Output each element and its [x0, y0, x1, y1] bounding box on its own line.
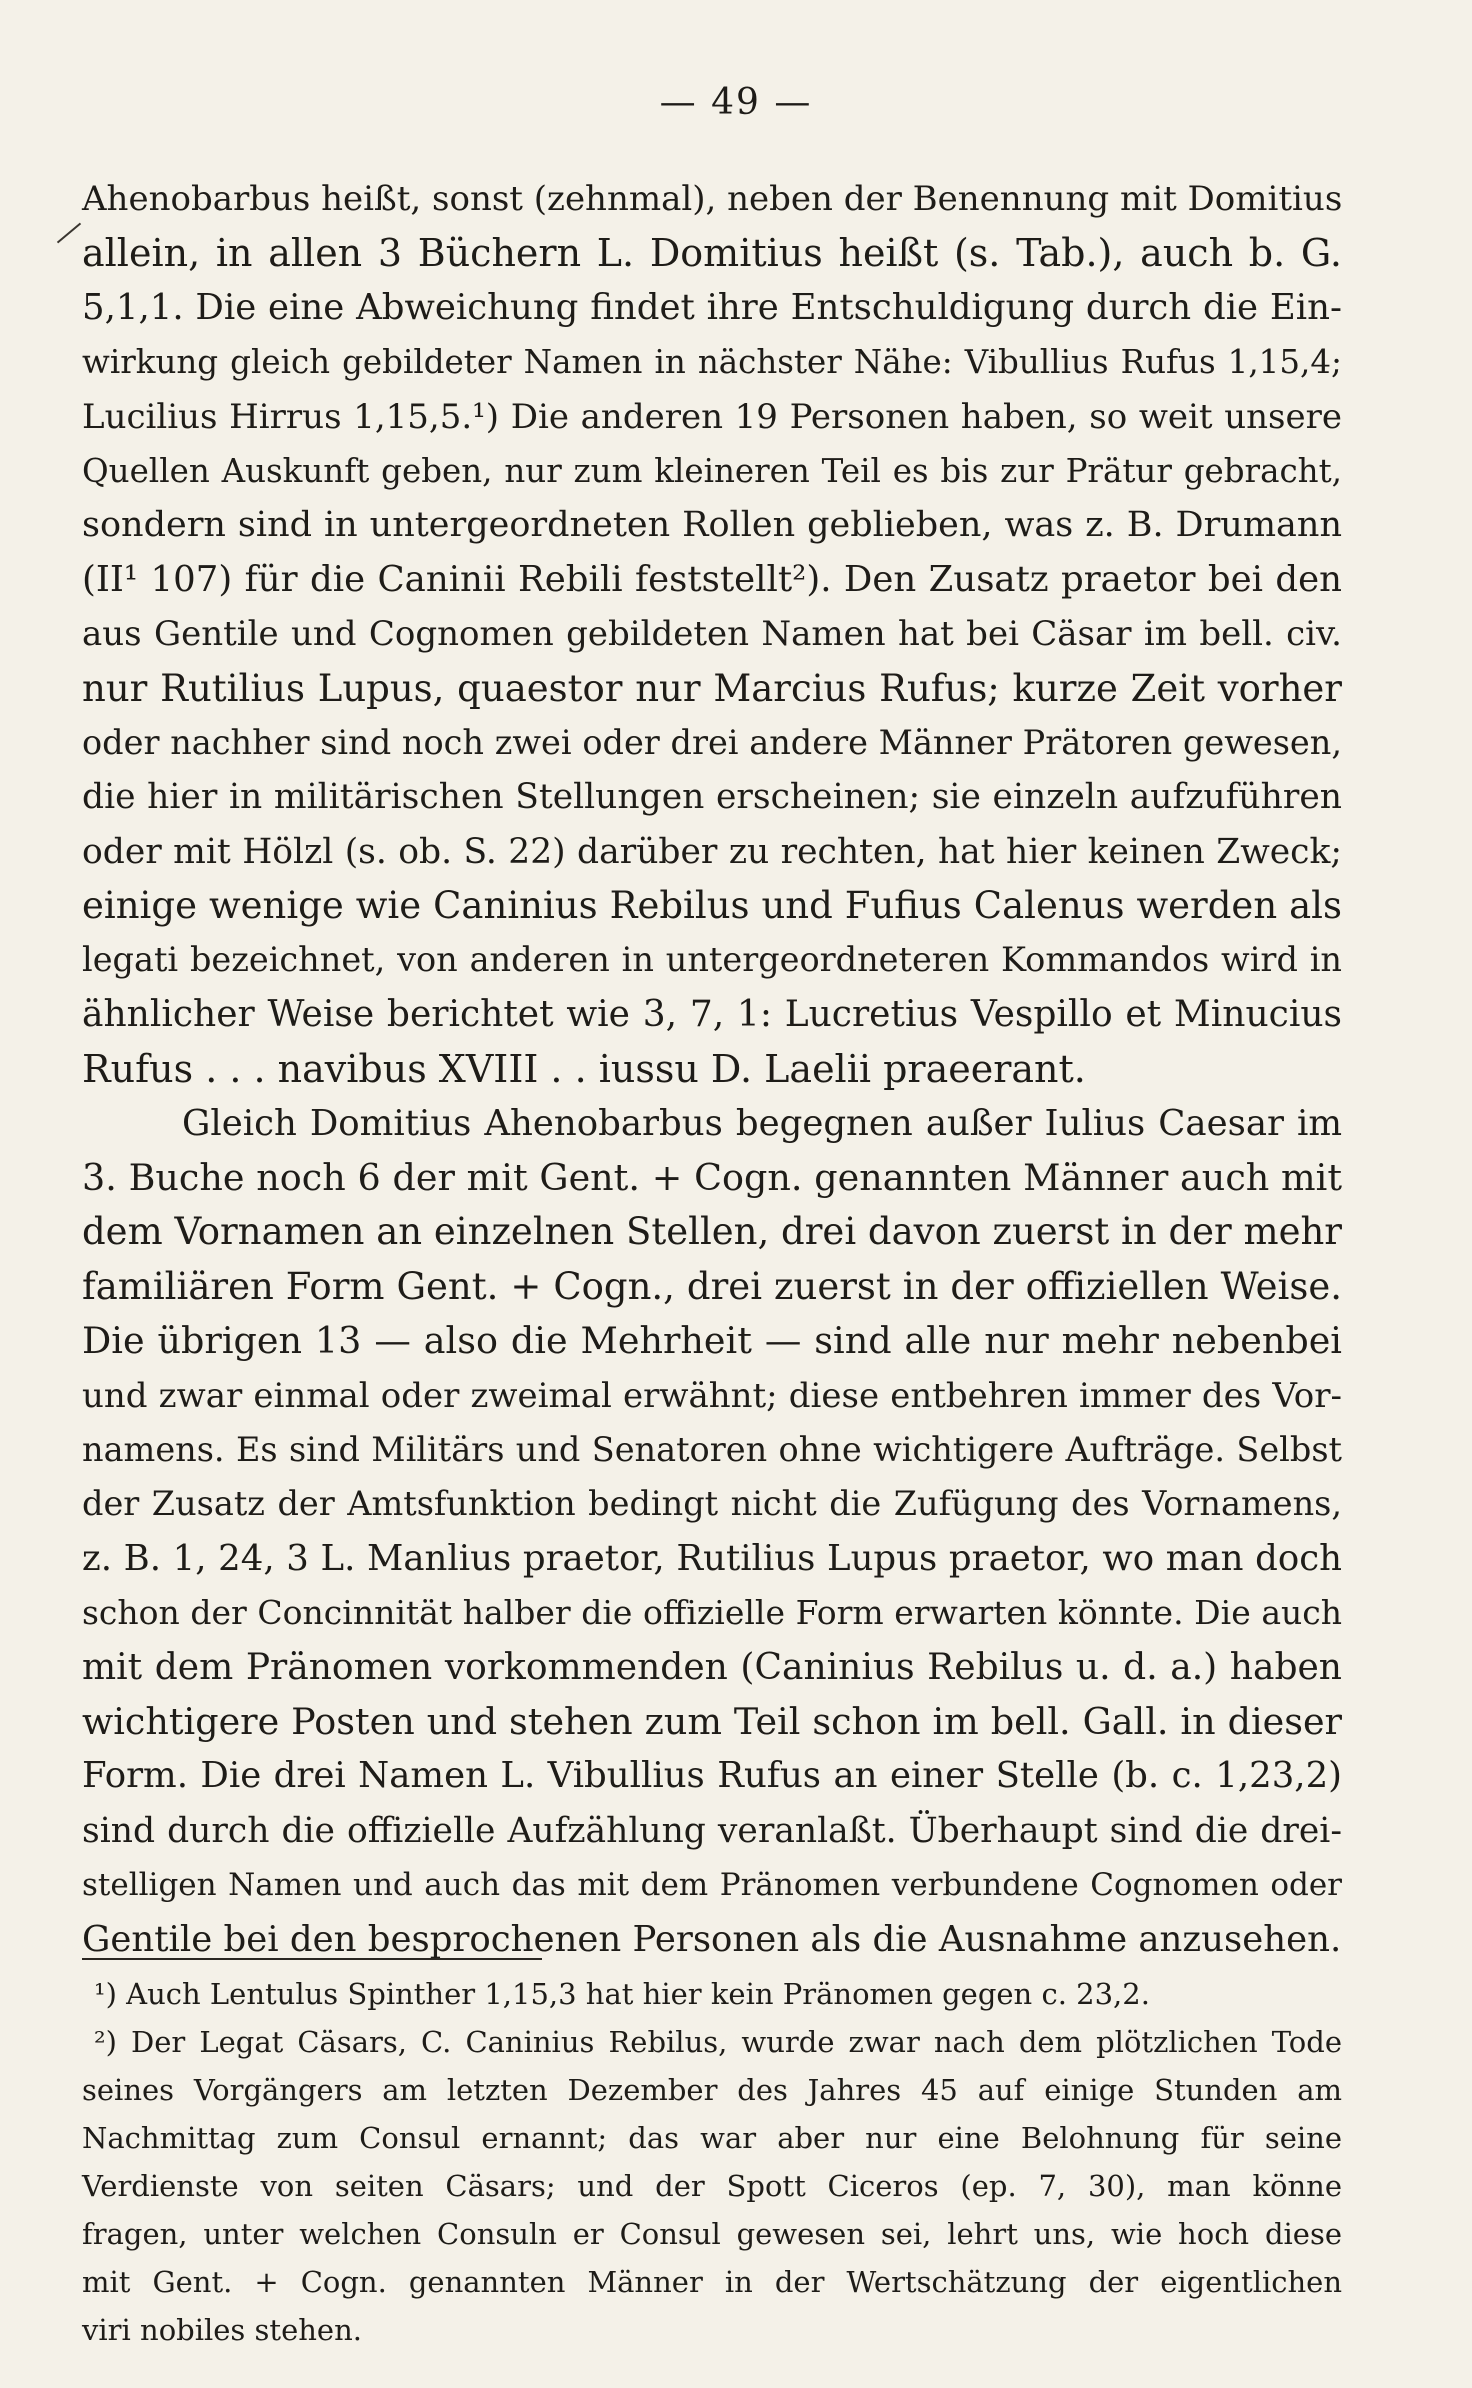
text-line: 5,1,1. Die eine Abweichung findet ihre Entschuldigung durch die Ein- [82, 286, 1342, 328]
text-line: mit dem Pränomen vorkommenden (Caninius Rebilus u. d. a.) haben [82, 1646, 1342, 1688]
footnote-line: ¹) Auch Lentulus Spinther 1,15,3 hat hier kein Pränomen gegen c. 23,2. [94, 1977, 1150, 2011]
text-line: oder nachher sind noch zwei oder drei andere Männer Prätoren gewesen, [82, 722, 1342, 762]
text-line: 3. Buche noch 6 der mit Gent. + Cogn. genannten Männer auch mit [82, 1156, 1342, 1200]
text-line: z. B. 1, 24, 3 L. Manlius praetor, Rutilius Lupus praetor, wo man doch [82, 1537, 1342, 1579]
text-line: Gleich Domitius Ahenobarbus begegnen außer Iulius Caesar im [182, 1102, 1342, 1144]
footnotes [82, 1970, 1342, 2354]
text-line: namens. Es sind Militärs und Senatoren ohne wichtigere Aufträge. Selbst [82, 1429, 1342, 1469]
text-line: der Zusatz der Amtsfunktion bedingt nicht die Zufügung des Vornamens, [82, 1484, 1342, 1524]
text-line: familiären Form Gent. + Cogn., drei zuerst in der offiziellen Weise. [82, 1264, 1342, 1308]
text-line: sondern sind in untergeordneten Rollen geblieben, was z. B. Drumann [82, 505, 1342, 546]
text-line: wichtigere Posten und stehen zum Teil schon im bell. Gall. in dieser [82, 1699, 1342, 1743]
main-text [82, 172, 1342, 1967]
text-line: nur Rutilius Lupus, quaestor nur Marcius Rufus; kurze Zeit vorher [82, 666, 1342, 710]
text-line: stelligen Namen und auch das mit dem Pränomen verbundene Cognomen oder [82, 1867, 1342, 1904]
text-line: Quellen Auskunft geben, nur zum kleineren Teil es bis zur Prätur gebracht, [82, 451, 1342, 490]
margin-mark [57, 223, 81, 244]
text-line: und zwar einmal oder zweimal erwähnt; diese entbehren immer des Vor- [82, 1375, 1342, 1416]
text-line: ähnlicher Weise berichtet wie 3, 7, 1: Lucretius Vespillo et Minucius [82, 993, 1342, 1035]
text-line: schon der Concinnität halber die offizielle Form erwarten könnte. Die auch [82, 1593, 1342, 1633]
text-line: wirkung gleich gebildeter Namen in nächster Nähe: Vibullius Rufus 1,15,4; [82, 343, 1342, 382]
text-line: sind durch die offizielle Aufzählung veranlaßt. Überhaupt sind die drei- [82, 1810, 1342, 1851]
text-line: (II¹ 107) für die Caninii Rebili feststellt²). Den Zusatz praetor bei den [82, 558, 1342, 600]
text-line: dem Vornamen an einzelnen Stellen, drei davon zuerst in der mehr [82, 1210, 1342, 1254]
text-line: oder mit Hölzl (s. ob. S. 22) darüber zu rechten, hat hier keinen Zweck; [82, 831, 1342, 872]
footnote-line: seines Vorgängers am letzten Dezember des Jahres 45 auf einige Stunden am [82, 2073, 1342, 2107]
footnote-line: Verdienste von seiten Cäsars; und der Spott Ciceros (ep. 7, 30), man könne [82, 2169, 1342, 2203]
footnote-line: viri nobiles stehen. [82, 2313, 362, 2347]
footnote-line: mit Gent. + Cogn. genannten Männer in der Wertschätzung der eigentlichen [82, 2265, 1342, 2299]
text-line: legati bezeichnet, von anderen in untergeordneteren Kommandos wird in [82, 940, 1342, 980]
text-line: Die übrigen 13 — also die Mehrheit — sind alle nur mehr nebenbei [82, 1319, 1342, 1363]
text-line: die hier in militärischen Stellungen erscheinen; sie einzeln aufzuführen [82, 777, 1342, 818]
text-line: Gentile bei den besprochenen Personen als die Ausnahme anzusehen. [82, 1918, 1342, 1960]
text-line: Lucilius Hirrus 1,15,5.¹) Die anderen 19 Personen haben, so weit unsere [82, 396, 1342, 437]
footnote-divider [82, 1958, 542, 1960]
footnote-line: Nachmittag zum Consul ernannt; das war aber nur eine Belohnung für seine [82, 2121, 1342, 2155]
text-line: Ahenobarbus heißt, sonst (zehnmal), neben der Benennung mit Domitius [82, 179, 1343, 219]
text-line: allein, in allen 3 Büchern L. Domitius heißt (s. Tab.), auch b. G. [82, 231, 1342, 276]
text-line: einige wenige wie Caninius Rebilus und Fufius Calenus werden als [82, 884, 1342, 928]
text-line: Rufus . . . navibus XVIII . . iussu D. Laelii praeerant. [82, 1047, 1086, 1092]
footnote-line: fragen, unter welchen Consuln er Consul gewesen sei, lehrt uns, wie hoch diese [82, 2217, 1342, 2251]
text-line: Form. Die drei Namen L. Vibullius Rufus an einer Stelle (b. c. 1,23,2) [82, 1755, 1342, 1797]
footnote-line: ²) Der Legat Cäsars, C. Caninius Rebilus, wurde zwar nach dem plötzlichen Tode [94, 2025, 1342, 2059]
page-number: — 49 — [659, 82, 813, 123]
text-line: aus Gentile und Cognomen gebildeten Namen hat bei Cäsar im bell. civ. [82, 614, 1342, 655]
